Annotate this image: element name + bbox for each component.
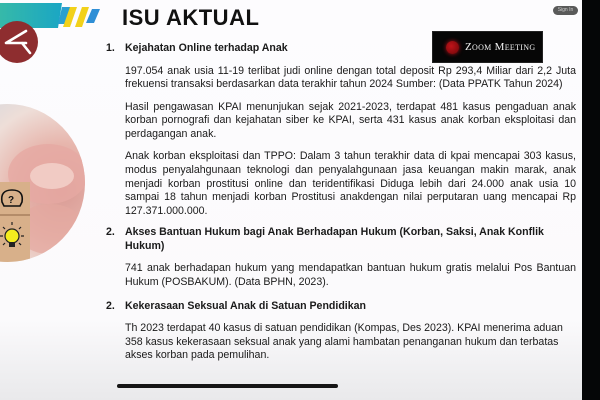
hand-lightbulb-question-block-photo [0,104,85,262]
video-progress-scrubber[interactable] [117,384,338,388]
black-side-strip [582,0,600,400]
slide-title: ISU AKTUAL [122,5,260,30]
section-number: 1. [106,42,115,54]
section-title: Akses Bantuan Hukum bagi Anak Berhadapan Hukum (Korban, Saksi, Anak Konflik Hukum) [125,226,544,252]
paragraph: Th 2023 terdapat 40 kasus di satuan pendidikan (Kompas, Des 2023). KPAI menerima aduan 358 kasus kekerasaan seksual anak yang alami hambatan penanganan hukum dan terbatas akses korban pada pemulihan. [125,322,563,362]
section-title: Kekerasaan Seksual Anak di Satuan Pendidikan [125,299,367,312]
slide-content [106,42,576,363]
paragraph: 197.054 anak usia 11-19 terlibat judi online dengan total deposit Rp 293,4 Miliar dari 2,2 Juta frekuensi transaksi berdasarkan data terakhir tahun 2024 Sumber: (Data PPATK Tahun 2024) [125,64,576,91]
section-heading-2 [106,226,576,253]
section-heading-1 [106,42,576,56]
antara-logo [0,21,38,63]
section-number: 2. [106,299,115,312]
antara-a-logo-icon [2,29,32,55]
paragraph: Anak korban eksploitasi dan TPPO: Dalam 3 tahun terakhir data di kpai mencapai 303 kasus, modus penyalahgunaan teknologi dan penyalahgunaan jasa keuangan makin marak, anak menjadi korban prostitusi online dan teridentifikasi Diduga lebih dari 24.000 anak usia 10 sampai 18 tahun menjadi korban Prostitusi anakdengan nilai perputaran uang mencapai Rp 127.371.000.000. [125,150,576,217]
svg-text:?: ? [8,195,15,206]
section-heading-3 [106,300,576,314]
sign-in-button[interactable]: Sign In [553,6,578,15]
paragraph: 741 anak berhadapan hukum yang mendapatkan bantuan hukum gratis melalui Pos Bantuan Hukum (POSBAKUM). (Data BPHN, 2023). [125,262,576,289]
section-title: Kejahatan Online terhadap Anak [125,42,288,54]
paragraph: Hasil pengawasan KPAI menunjukan sejak 2021-2023, terdapat 481 kasus pengaduan anak korban pornografi dan kejahatan siber ke KPAI, serta 431 kasus anak korban eksploitasi dan perdagangan anak. [125,100,576,140]
zoom-meeting-label: Zoom Meeting [465,41,536,53]
section-number: 2. [106,226,115,239]
